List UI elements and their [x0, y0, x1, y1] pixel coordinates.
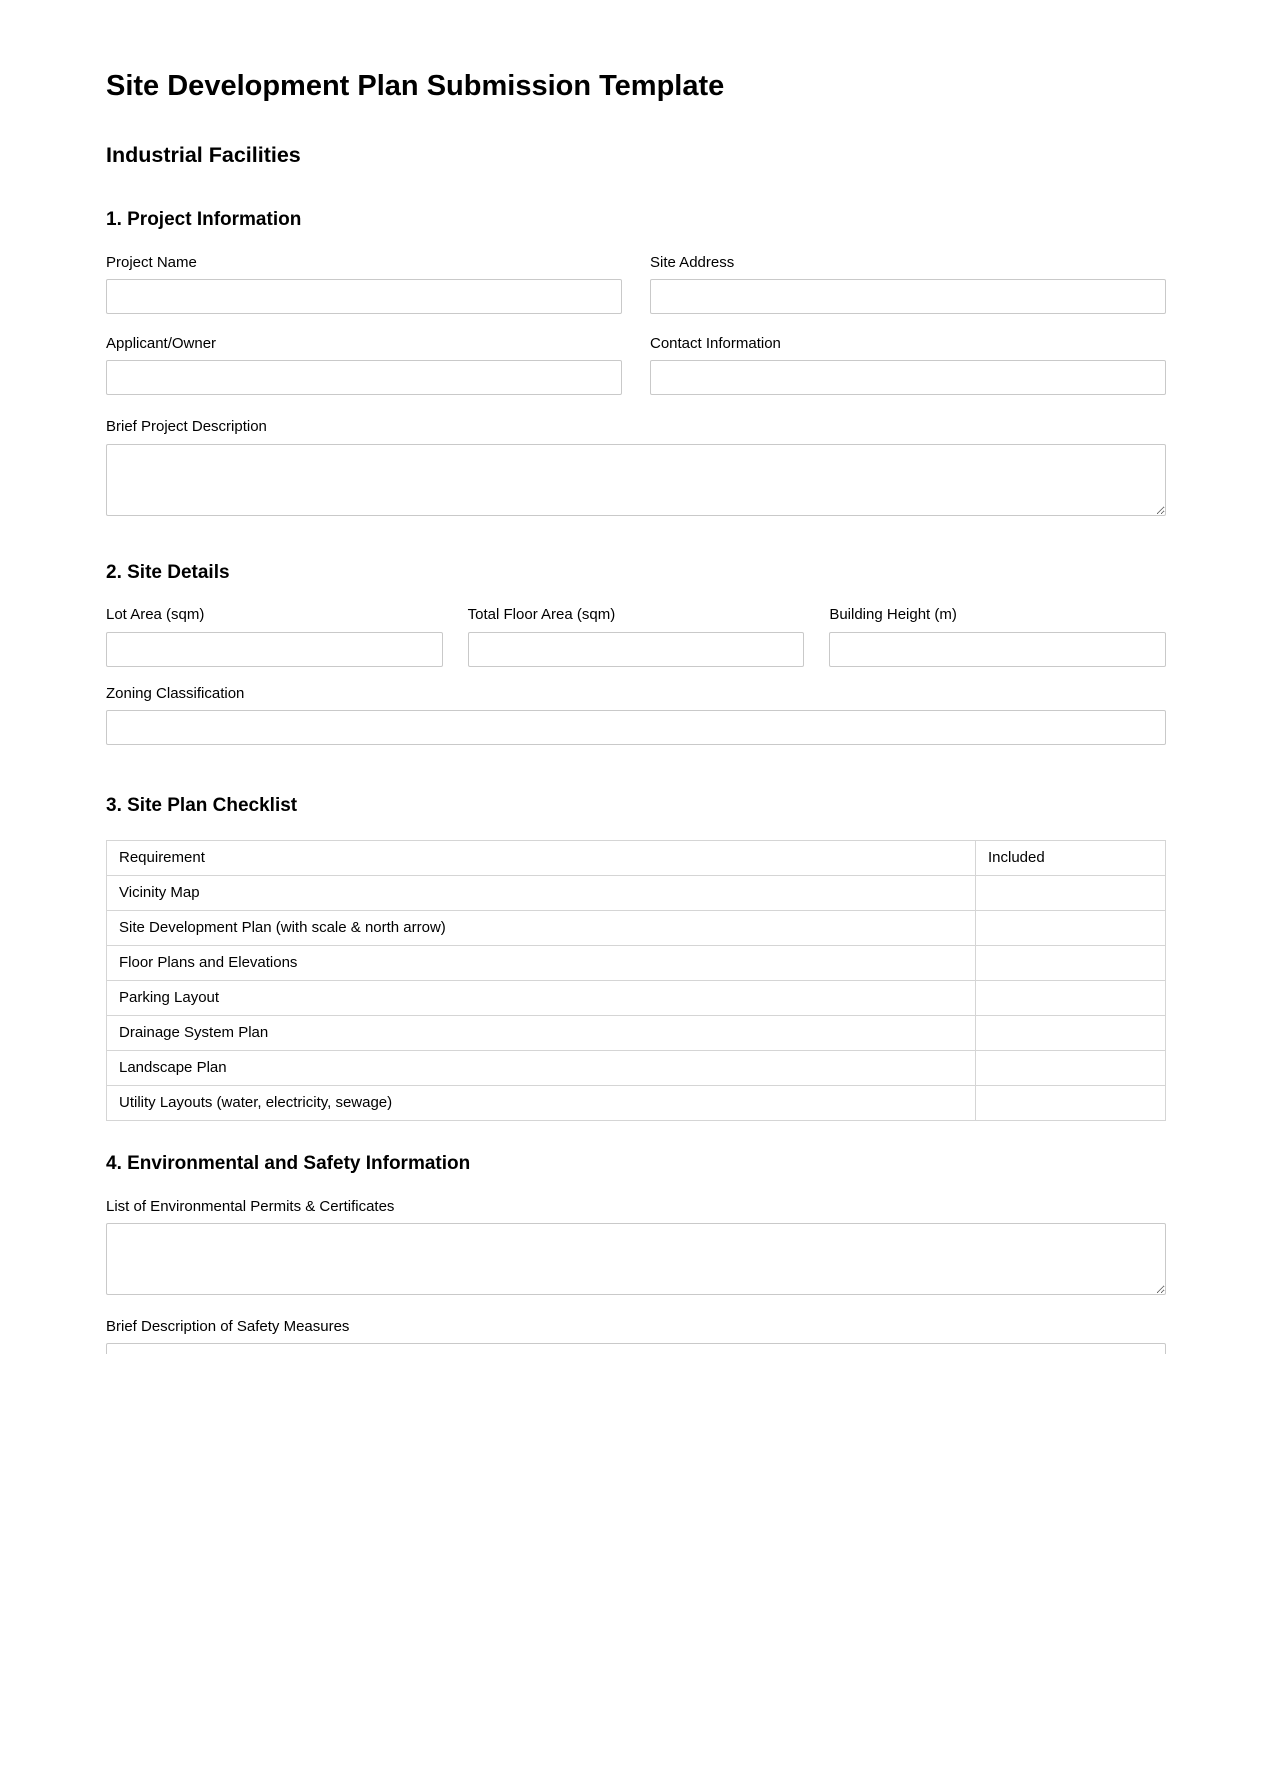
checklist-included-cell	[976, 1050, 1166, 1085]
environmental-safety-heading: 4. Environmental and Safety Information	[106, 1152, 471, 1174]
site-plan-checklist-table	[106, 840, 1166, 1121]
checklist-body	[107, 875, 1166, 1120]
project-information-heading: 1. Project Information	[106, 209, 302, 231]
total-floor-area-field	[468, 606, 805, 666]
building-height-input[interactable]	[829, 632, 1166, 667]
applicant-owner-label: Applicant/Owner	[106, 335, 217, 353]
checklist-requirement-cell: Floor Plans and Elevations	[107, 945, 976, 980]
checklist-column-requirement: Requirement	[107, 840, 976, 875]
checklist-requirement-cell: Drainage System Plan	[107, 1015, 976, 1050]
checklist-column-included: Included	[976, 840, 1166, 875]
checklist-requirement-cell: Vicinity Map	[107, 875, 976, 910]
lot-area-field	[106, 606, 443, 666]
zoning-classification-input[interactable]	[106, 710, 1166, 745]
environmental-permits-field	[106, 1198, 1166, 1295]
site-address-input[interactable]	[650, 279, 1166, 314]
form-page	[106, 0, 1166, 1354]
building-height-field	[829, 606, 1166, 666]
checklist-included-cell	[976, 980, 1166, 1015]
checklist-included-cell	[976, 1085, 1166, 1120]
zoning-classification-label: Zoning Classification	[106, 684, 245, 702]
safety-measures-label: Brief Description of Safety Measures	[106, 1317, 350, 1335]
section-site-plan-checklist	[106, 795, 1166, 1121]
site-address-label: Site Address	[650, 253, 735, 271]
site-address-field	[650, 254, 1166, 314]
applicant-owner-input[interactable]	[106, 360, 622, 395]
checklist-included-cell	[976, 945, 1166, 980]
safety-measures-textarea[interactable]	[106, 1343, 1166, 1354]
checklist-row	[107, 1015, 1166, 1050]
checklist-row	[107, 980, 1166, 1015]
applicant-owner-field	[106, 335, 622, 395]
site-details-grid	[106, 606, 1166, 666]
checklist-included-cell	[976, 1015, 1166, 1050]
site-details-heading: 2. Site Details	[106, 561, 230, 583]
contact-information-label: Contact Information	[650, 335, 781, 353]
checklist-row	[107, 875, 1166, 910]
section-environmental-safety	[106, 1153, 1166, 1354]
brief-project-description-textarea[interactable]	[106, 444, 1166, 516]
checklist-requirement-cell: Landscape Plan	[107, 1050, 976, 1085]
checklist-included-cell	[976, 875, 1166, 910]
brief-project-description-label: Brief Project Description	[106, 418, 267, 436]
lot-area-input[interactable]	[106, 632, 443, 667]
lot-area-label: Lot Area (sqm)	[106, 606, 205, 624]
total-floor-area-input[interactable]	[468, 632, 805, 667]
contact-information-input[interactable]	[650, 360, 1166, 395]
project-information-grid	[106, 254, 1166, 396]
checklist-requirement-cell: Parking Layout	[107, 980, 976, 1015]
building-height-label: Building Height (m)	[829, 606, 957, 624]
page-title: Site Development Plan Submission Template	[106, 70, 725, 102]
checklist-header-row	[107, 840, 1166, 875]
total-floor-area-label: Total Floor Area (sqm)	[467, 606, 616, 624]
brief-project-description-field	[106, 418, 1166, 515]
section-project-information	[106, 209, 1166, 516]
checklist-row	[107, 945, 1166, 980]
site-plan-checklist-heading: 3. Site Plan Checklist	[106, 794, 298, 816]
safety-measures-clip	[106, 1343, 1166, 1354]
checklist-requirement-cell: Site Development Plan (with scale & north arrow)	[107, 910, 976, 945]
contact-information-field	[650, 335, 1166, 395]
checklist-row	[107, 1050, 1166, 1085]
safety-measures-field	[106, 1318, 1166, 1354]
page-subtitle: Industrial Facilities	[106, 143, 301, 168]
project-name-field	[106, 254, 622, 314]
project-name-label: Project Name	[106, 253, 197, 271]
environmental-permits-textarea[interactable]	[106, 1223, 1166, 1295]
checklist-included-cell	[976, 910, 1166, 945]
project-name-input[interactable]	[106, 279, 622, 314]
section-site-details	[106, 562, 1166, 745]
checklist-requirement-cell: Utility Layouts (water, electricity, sewage)	[107, 1085, 976, 1120]
zoning-classification-field	[106, 685, 1166, 745]
checklist-row	[107, 1085, 1166, 1120]
checklist-row	[107, 910, 1166, 945]
environmental-permits-label: List of Environmental Permits & Certificates	[106, 1197, 395, 1215]
